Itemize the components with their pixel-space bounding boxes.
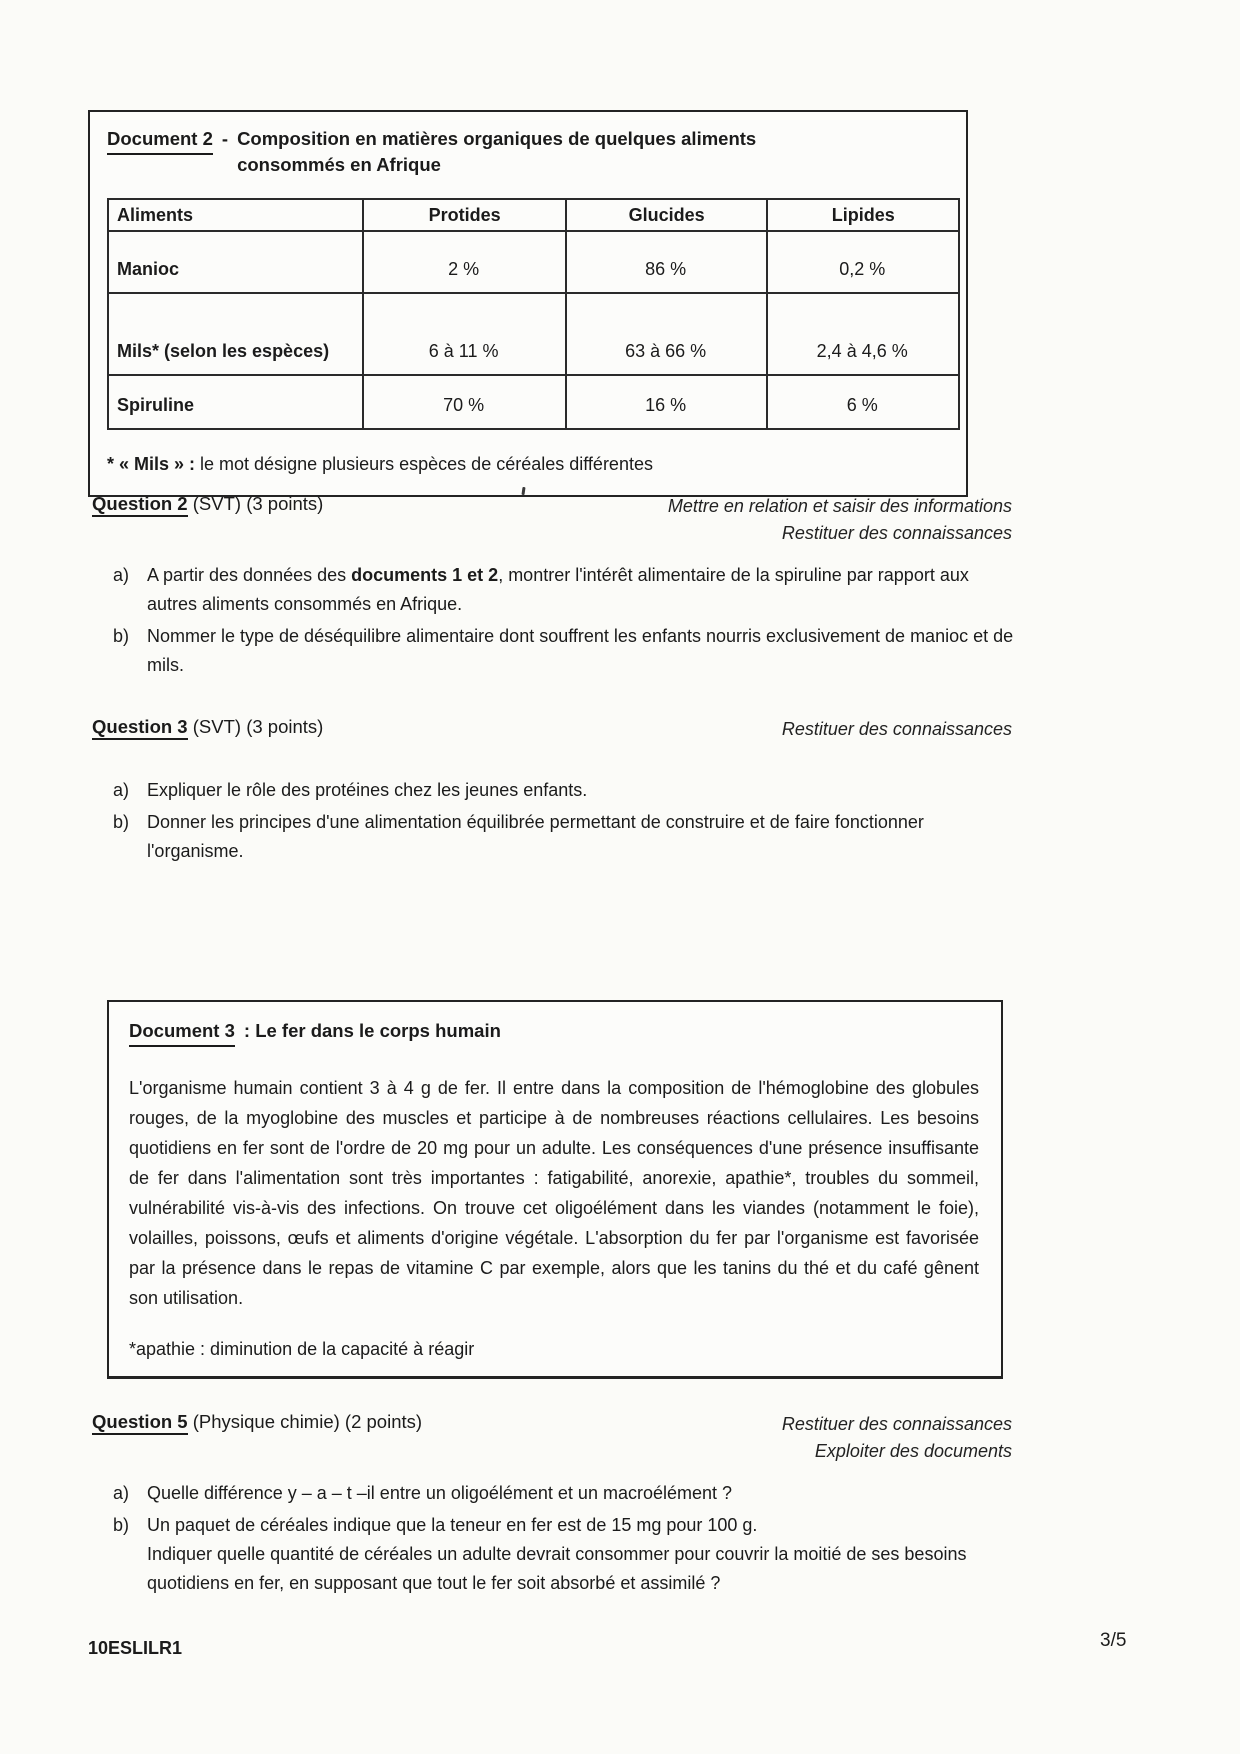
item-marker: a): [113, 780, 130, 800]
document2-title-dash: -: [221, 128, 229, 149]
question2-item-a: [113, 561, 1018, 619]
document2-title-line2: consommés en Afrique: [237, 154, 441, 175]
document2-title-line1: Composition en matières organiques de quelques aliments: [237, 128, 757, 149]
question3-meta: (SVT) (3 points): [187, 716, 324, 737]
item-text: Nommer le type de déséquilibre alimentaire dont souffrent les enfants nourris exclusivement de manioc et de mils.: [147, 626, 1014, 675]
document3-label: Document 3: [129, 1018, 235, 1047]
column-header-lipides: Lipides: [767, 199, 959, 231]
table-row: [108, 375, 959, 429]
question5-items: [113, 1479, 1018, 1601]
document2-title-lines: [237, 126, 756, 178]
table-header-row: [108, 199, 959, 231]
document3-title-rest: : Le fer dans le corps humain: [243, 1020, 501, 1041]
cell-glucides: 63 à 66 %: [566, 293, 768, 375]
document2-label: Document 2: [107, 126, 213, 155]
question3-items: [113, 776, 1018, 869]
item-text-bold: documents 1 et 2: [351, 565, 499, 585]
question3-skills: [782, 716, 1012, 743]
question2-title: [92, 493, 323, 515]
question2-label: Question 2: [92, 493, 188, 517]
item-marker: a): [113, 565, 130, 585]
document3-footnote: *apathie : diminution de la capacité à réagir: [129, 1339, 475, 1359]
item-text: Donner les principes d'une alimentation équilibrée permettant de construire et de faire fonctionner l'organisme.: [147, 812, 924, 861]
document2-footnote: [107, 454, 954, 475]
table-row: [108, 231, 959, 293]
footer-page-number: 3/5: [1100, 1630, 1127, 1651]
question3-item-a: [113, 776, 1018, 805]
question5-skills: [782, 1411, 1012, 1465]
footer-reference: 10ESLILR1: [88, 1638, 183, 1658]
question5-label: Question 5: [92, 1411, 188, 1435]
table-row: [108, 293, 959, 375]
item-text: Expliquer le rôle des protéines chez les jeunes enfants.: [147, 780, 588, 800]
cell-protides: 2 %: [363, 231, 566, 293]
document3-body: L'organisme humain contient 3 à 4 g de fer. Il entre dans la composition de l'hémoglobine des globules rouges, de la myoglobine des muscles et participe à de nombreuses réactions cellulaires. Les besoins quotidiens en fer sont de l'ordre de 20 mg pour un adulte. Les conséquences d'une présence insuffisante de fer dans l'alimentation sont très importantes : fatigabilité, anorexie, apathie*, troubles du sommeil, vulnérabilité vis-à-vis des infections. On trouve cet oligoélément dans les viandes (notamment le foie), volailles, poissons, œufs et aliments d'origine végétale. L'absorption du fer par l'organisme est favorisée par la présence dans le repas de vitamine C par exemple, alors que les tanins du thé et du café gênent son utilisation.: [129, 1078, 979, 1308]
item-text-line2: Indiquer quelle quantité de céréales un adulte devrait consommer pour couvrir la moitié de ses besoins quotidiens en fer, en supposant que tout le fer soit absorbé et assimilé ?: [147, 1544, 967, 1593]
question5-title: [92, 1411, 422, 1433]
question2-skills: [668, 493, 1012, 547]
question2-header: [92, 493, 1012, 547]
question2-item-b: [113, 622, 1018, 680]
item-marker: b): [113, 1515, 130, 1535]
cell-protides: 70 %: [363, 375, 566, 429]
question2-meta: (SVT) (3 points): [187, 493, 324, 514]
item-text-line1: Un paquet de céréales indique que la teneur en fer est de 15 mg pour 100 g.: [147, 1515, 758, 1535]
item-marker: a): [113, 1483, 130, 1503]
cell-glucides: 86 %: [566, 231, 768, 293]
question5-item-a: [113, 1479, 1018, 1508]
cell-glucides: 16 %: [566, 375, 768, 429]
item-text: [147, 1511, 1018, 1598]
question5-meta: (Physique chimie) (2 points): [187, 1411, 423, 1432]
item-text-pre: A partir des données des: [147, 565, 352, 585]
question3-title: [92, 716, 323, 738]
item-marker: b): [113, 626, 130, 646]
document2-box: [88, 110, 968, 497]
column-header-glucides: Glucides: [566, 199, 768, 231]
document3-box: [107, 1000, 1003, 1379]
footnote-term: * « Mils » :: [107, 454, 196, 474]
skill-line: Exploiter des documents: [814, 1441, 1012, 1461]
skill-line: Restituer des connaissances: [781, 719, 1012, 739]
composition-table: [107, 198, 960, 430]
skill-line: Mettre en relation et saisir des informations: [667, 496, 1012, 516]
column-header-aliments: Aliments: [108, 199, 363, 231]
cell-aliment: Mils* (selon les espèces): [108, 293, 363, 375]
item-text: Quelle différence y – a – t –il entre un oligoélément et un macroélément ?: [147, 1483, 733, 1503]
question3-label: Question 3: [92, 716, 188, 740]
item-marker: b): [113, 812, 130, 832]
skill-line: Restituer des connaissances: [781, 523, 1012, 543]
cell-lipides: 6 %: [767, 375, 959, 429]
column-header-protides: Protides: [363, 199, 566, 231]
document2-title: [107, 126, 954, 178]
question5-item-b: [113, 1511, 1018, 1598]
question3-header: [92, 716, 1012, 743]
cell-lipides: 2,4 à 4,6 %: [767, 293, 959, 375]
cell-aliment: Manioc: [108, 231, 363, 293]
document3-title: [129, 1018, 979, 1047]
question5-header: [92, 1411, 1012, 1465]
cell-aliment: Spiruline: [108, 375, 363, 429]
item-text: [147, 561, 1018, 619]
cell-lipides: 0,2 %: [767, 231, 959, 293]
footnote-text: le mot désigne plusieurs espèces de céréales différentes: [195, 454, 653, 474]
question2-items: [113, 561, 1018, 683]
item-text-post: , montrer l'intérêt alimentaire de la spiruline par rapport aux autres aliments consommés en Afrique.: [147, 565, 969, 614]
skill-line: Restituer des connaissances: [781, 1414, 1012, 1434]
cell-protides: 6 à 11 %: [363, 293, 566, 375]
question3-item-b: [113, 808, 1018, 866]
